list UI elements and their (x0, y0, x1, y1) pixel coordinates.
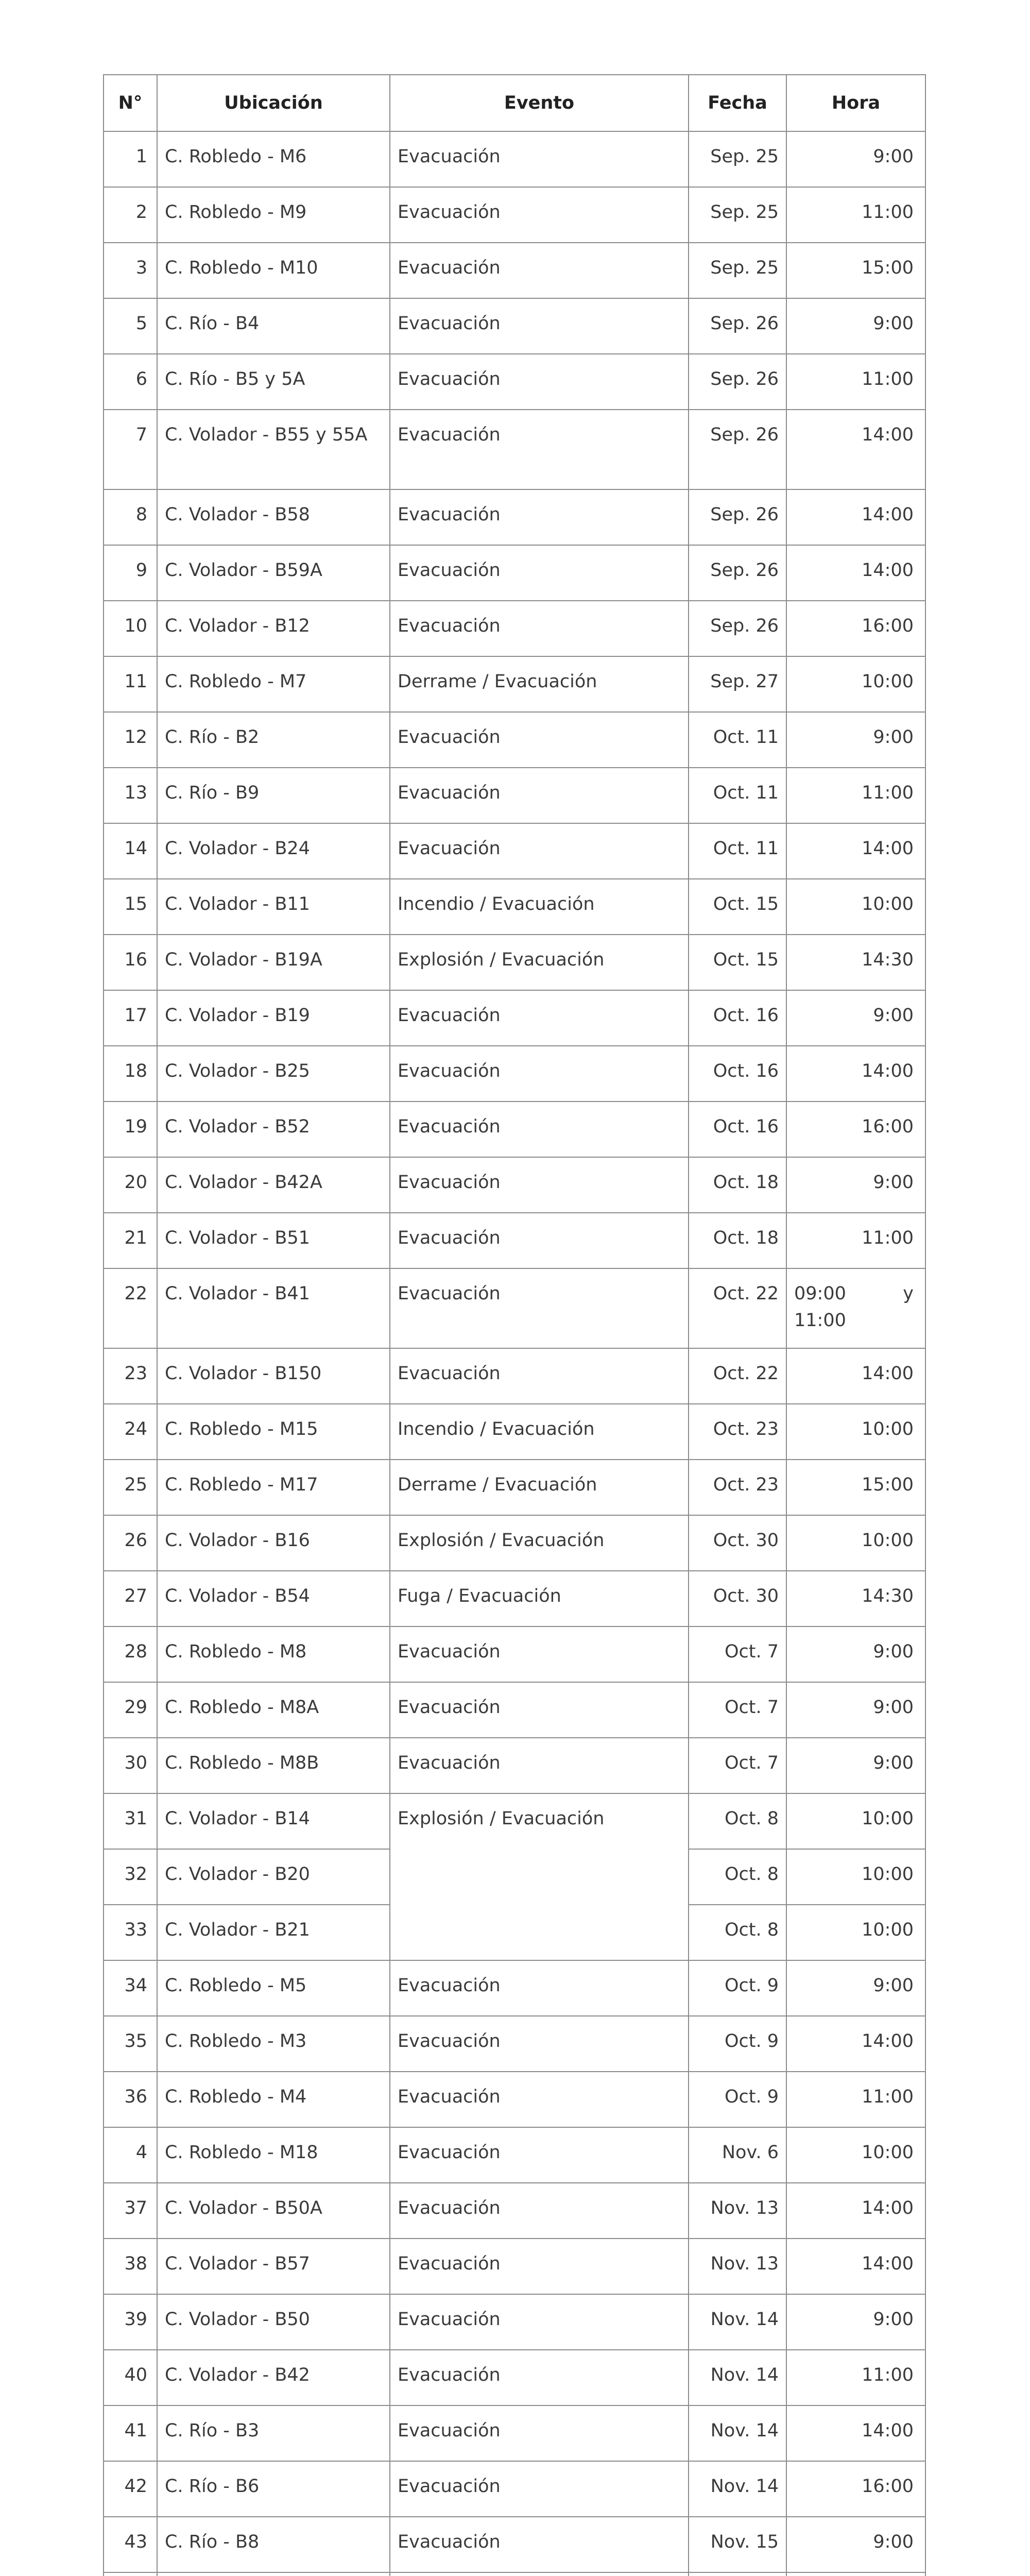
row-date: Oct. 30 (689, 1515, 786, 1571)
row-time: 15:00 (786, 1460, 925, 1515)
row-number: 9 (104, 545, 157, 601)
row-time: 10:00 (786, 1793, 925, 1849)
row-date: Oct. 18 (689, 1213, 786, 1268)
row-time: 9:00 (786, 1960, 925, 2016)
row-date: Sep. 26 (689, 545, 786, 601)
row-time: 10:00 (786, 1404, 925, 1460)
row-date: Sep. 26 (689, 410, 786, 489)
row-time: 14:00 (786, 410, 925, 489)
table-row (104, 2294, 925, 2350)
row-event: Evacuación (390, 2072, 689, 2127)
row-number: 13 (104, 768, 157, 823)
row-time: 14:00 (786, 2405, 925, 2461)
row-number: 6 (104, 354, 157, 410)
row-number: 3 (104, 243, 157, 298)
row-event: Evacuación (390, 1157, 689, 1213)
header-event: Evento (390, 75, 689, 131)
row-date: Oct. 18 (689, 1157, 786, 1213)
row-number: 2 (104, 187, 157, 243)
row-date: Oct. 9 (689, 2016, 786, 2072)
row-date: Oct. 8 (689, 1793, 786, 1849)
row-date: Sep. 25 (689, 131, 786, 187)
table-body (104, 131, 925, 2576)
row-date: Sep. 27 (689, 656, 786, 712)
header-location: Ubicación (157, 75, 390, 131)
row-date: Oct. 30 (689, 1571, 786, 1626)
row-event: Evacuación (390, 2127, 689, 2183)
table-row (104, 712, 925, 768)
row-event: Incendio / Evacuación (390, 879, 689, 935)
table-row (104, 1738, 925, 1793)
row-number: 34 (104, 1960, 157, 2016)
table-row (104, 489, 925, 545)
row-time: 14:00 (786, 2016, 925, 2072)
row-time: 10:00 (786, 2127, 925, 2183)
row-time: 9:00 (786, 1682, 925, 1738)
row-number: 29 (104, 1682, 157, 1738)
row-event: Incendio / Evacuación (390, 1404, 689, 1460)
row-event: Evacuación (390, 1682, 689, 1738)
header-date: Fecha (689, 75, 786, 131)
table-row (104, 2461, 925, 2517)
row-time: 14:00 (786, 1046, 925, 1101)
table-row (104, 2239, 925, 2294)
row-location: C. Robledo - M15 (157, 1404, 390, 1460)
row-date: Oct. 7 (689, 1626, 786, 1682)
row-time: 14:30 (786, 935, 925, 990)
row-location: C. Volador - B11 (157, 879, 390, 935)
table-row (104, 131, 925, 187)
row-location: C. Volador - B20 (157, 1849, 390, 1905)
row-number: 25 (104, 1460, 157, 1515)
row-time: 11:00 (786, 187, 925, 243)
row-location: C. Volador - B19A (157, 935, 390, 990)
row-time: 9:00 (786, 990, 925, 1046)
header-time: Hora (786, 75, 925, 131)
row-number: 39 (104, 2294, 157, 2350)
row-number: 15 (104, 879, 157, 935)
row-date: Sep. 26 (689, 298, 786, 354)
table-row (104, 2016, 925, 2072)
header-row (104, 75, 925, 131)
row-location: C. Volador - B50 (157, 2294, 390, 2350)
row-date: Oct. 11 (689, 823, 786, 879)
table-row (104, 1460, 925, 1515)
row-location: C. Robledo - M17 (157, 1460, 390, 1515)
row-time: 9:00 (786, 1738, 925, 1793)
table-row (104, 545, 925, 601)
row-time: 10:00 (786, 1905, 925, 1960)
row-date: Sep. 26 (689, 489, 786, 545)
row-number: 19 (104, 1101, 157, 1157)
row-event: Evacuación (390, 2016, 689, 2072)
row-event: Evacuación (390, 1101, 689, 1157)
row-number: 14 (104, 823, 157, 879)
row-number: 18 (104, 1046, 157, 1101)
row-event: Evacuación (390, 354, 689, 410)
row-event: Evacuación (390, 712, 689, 768)
row-date: Nov. 13 (689, 2183, 786, 2239)
row-location: C. Robledo - M18 (157, 2127, 390, 2183)
row-number: 5 (104, 298, 157, 354)
row-time: 10:00 (786, 879, 925, 935)
row-date (689, 2572, 786, 2576)
row-number: 40 (104, 2350, 157, 2405)
table-row (104, 1793, 925, 1849)
row-number: 31 (104, 1793, 157, 1849)
table-row (104, 187, 925, 243)
row-time: 14:00 (786, 489, 925, 545)
row-time: 9:00 (786, 2294, 925, 2350)
row-event: Evacuación (390, 187, 689, 243)
row-event: Evacuación (390, 1960, 689, 2016)
table-row (104, 2072, 925, 2127)
row-date: Nov. 14 (689, 2350, 786, 2405)
row-number: 38 (104, 2239, 157, 2294)
row-location: C. Robledo - M6 (157, 131, 390, 187)
row-event: Evacuación (390, 2183, 689, 2239)
row-location: C. Volador - B24 (157, 823, 390, 879)
row-time: 9:00 (786, 1157, 925, 1213)
row-event: Evacuación (390, 131, 689, 187)
row-number: 24 (104, 1404, 157, 1460)
row-date: Sep. 26 (689, 354, 786, 410)
row-date: Oct. 9 (689, 1960, 786, 2016)
table-row (104, 1682, 925, 1738)
row-event: Evacuación (390, 823, 689, 879)
row-event: Explosión / Evacuación (390, 1515, 689, 1571)
row-date: Oct. 22 (689, 1348, 786, 1404)
row-number: 37 (104, 2183, 157, 2239)
row-time: 11:00 (786, 1213, 925, 1268)
row-number: 43 (104, 2517, 157, 2572)
row-location: C. Río - B8 (157, 2517, 390, 2572)
row-event: Derrame / Evacuación (390, 656, 689, 712)
table-row (104, 298, 925, 354)
row-location: C. Volador - B58 (157, 489, 390, 545)
row-event: Evacuación (390, 1348, 689, 1404)
row-location: C. Robledo - M3 (157, 2016, 390, 2072)
row-location: C. Río - B4 (157, 298, 390, 354)
row-location: C. Volador - B16 (157, 1515, 390, 1571)
row-event: Evacuación (390, 2461, 689, 2517)
table-row (104, 935, 925, 990)
row-time: 14:30 (786, 1571, 925, 1626)
row-date: Oct. 23 (689, 1404, 786, 1460)
row-time: 16:00 (786, 601, 925, 656)
table-row (104, 1046, 925, 1101)
row-location: C. Robledo - M10 (157, 243, 390, 298)
table-row (104, 1268, 925, 1348)
table-row (104, 2127, 925, 2183)
row-date: Nov. 13 (689, 2239, 786, 2294)
row-time (786, 2572, 925, 2576)
table-row (104, 243, 925, 298)
row-number: 26 (104, 1515, 157, 1571)
row-number: 4 (104, 2127, 157, 2183)
row-location: C. Volador - B14 (157, 1793, 390, 1849)
table-row (104, 1571, 925, 1626)
row-event: Evacuación (390, 1046, 689, 1101)
row-number: 22 (104, 1268, 157, 1348)
row-event: Explosión / Evacuación (390, 935, 689, 990)
row-time: 11:00 (786, 2350, 925, 2405)
table-row (104, 1404, 925, 1460)
row-location: C. Volador - B57 (157, 2239, 390, 2294)
row-event: Evacuación (390, 2294, 689, 2350)
row-number: 7 (104, 410, 157, 489)
schedule-table (103, 74, 926, 2576)
row-location: C. Volador - B21 (157, 1905, 390, 1960)
row-event: Evacuación (390, 1268, 689, 1348)
row-number: 1 (104, 131, 157, 187)
row-location: C. Río - B5 y 5A (157, 354, 390, 410)
table-row (104, 1101, 925, 1157)
row-time: 16:00 (786, 1101, 925, 1157)
row-location: C. Robledo - M5 (157, 1960, 390, 2016)
row-location: C. Volador - B59A (157, 545, 390, 601)
table-row (104, 601, 925, 656)
row-number: 35 (104, 2016, 157, 2072)
header-number: N° (104, 75, 157, 131)
table-row (104, 354, 925, 410)
row-date: Oct. 15 (689, 879, 786, 935)
row-event: Evacuación (390, 990, 689, 1046)
row-location: C. Robledo - M8A (157, 1682, 390, 1738)
row-time: 9:00 (786, 712, 925, 768)
row-time: 10:00 (786, 1849, 925, 1905)
row-number: 41 (104, 2405, 157, 2461)
row-date: Nov. 14 (689, 2405, 786, 2461)
row-event: Explosión / Evacuación (390, 1793, 689, 1960)
row-time: 9:00 (786, 131, 925, 187)
row-number: 23 (104, 1348, 157, 1404)
row-event: Evacuación (390, 768, 689, 823)
row-event: Evacuación (390, 2350, 689, 2405)
row-time: 11:00 (786, 2072, 925, 2127)
row-number: 17 (104, 990, 157, 1046)
row-time: 14:00 (786, 2183, 925, 2239)
row-date: Oct. 11 (689, 712, 786, 768)
row-time: 14:00 (786, 1348, 925, 1404)
row-location: C. Río - B2 (157, 712, 390, 768)
row-location: C. Río - B3 (157, 2405, 390, 2461)
row-event: Evacuación (390, 2405, 689, 2461)
row-number: 8 (104, 489, 157, 545)
row-number (104, 2572, 157, 2576)
row-date: Oct. 7 (689, 1738, 786, 1793)
row-location: C. Volador - B54 (157, 1571, 390, 1626)
table-row (104, 656, 925, 712)
row-date: Sep. 25 (689, 187, 786, 243)
row-event (390, 2572, 689, 2576)
table-row (104, 1157, 925, 1213)
table-row (104, 2405, 925, 2461)
row-date: Nov. 6 (689, 2127, 786, 2183)
row-event: Evacuación (390, 1213, 689, 1268)
row-location: C. Robledo - M8B (157, 1738, 390, 1793)
row-time: 11:00 (786, 768, 925, 823)
row-number: 27 (104, 1571, 157, 1626)
row-event: Evacuación (390, 489, 689, 545)
row-event: Evacuación (390, 2239, 689, 2294)
row-date: Oct. 8 (689, 1905, 786, 1960)
row-location: C. Río - B6 (157, 2461, 390, 2517)
row-date: Oct. 7 (689, 1682, 786, 1738)
row-date: Nov. 15 (689, 2517, 786, 2572)
table-row (104, 2572, 925, 2576)
row-location: C. Volador - B51 (157, 1213, 390, 1268)
row-date: Oct. 16 (689, 1046, 786, 1101)
row-event: Evacuación (390, 243, 689, 298)
row-location: C. Río - B9 (157, 768, 390, 823)
table-row (104, 2517, 925, 2572)
row-date: Nov. 14 (689, 2461, 786, 2517)
row-number: 36 (104, 2072, 157, 2127)
row-date: Oct. 22 (689, 1268, 786, 1348)
row-time: 9:00 (786, 2517, 925, 2572)
row-event: Evacuación (390, 2517, 689, 2572)
row-time: 10:00 (786, 1515, 925, 1571)
row-number: 20 (104, 1157, 157, 1213)
row-location: C. Volador - B41 (157, 1268, 390, 1348)
row-event: Fuga / Evacuación (390, 1571, 689, 1626)
row-location: C. Volador - B19 (157, 990, 390, 1046)
row-location: C. Robledo - M8 (157, 1626, 390, 1682)
table-row (104, 1515, 925, 1571)
table-row (104, 1348, 925, 1404)
row-number: 11 (104, 656, 157, 712)
table-row (104, 2350, 925, 2405)
row-location: C. Volador - B55 y 55A (157, 410, 390, 489)
table-row (104, 1626, 925, 1682)
row-event: Evacuación (390, 1626, 689, 1682)
row-date: Oct. 9 (689, 2072, 786, 2127)
row-time: 14:00 (786, 823, 925, 879)
row-time: 15:00 (786, 243, 925, 298)
row-location: C. Robledo - M9 (157, 187, 390, 243)
row-number: 28 (104, 1626, 157, 1682)
row-number: 16 (104, 935, 157, 990)
row-location: C. Volador - B52 (157, 1101, 390, 1157)
row-event: Evacuación (390, 298, 689, 354)
row-date: Oct. 16 (689, 1101, 786, 1157)
row-event: Derrame / Evacuación (390, 1460, 689, 1515)
row-time: 09:00 y 11:00 (786, 1268, 925, 1348)
row-time: 16:00 (786, 2461, 925, 2517)
row-date: Oct. 8 (689, 1849, 786, 1905)
table-row (104, 879, 925, 935)
row-date: Nov. 14 (689, 2294, 786, 2350)
row-event: Evacuación (390, 1738, 689, 1793)
row-location: C. Volador - B50A (157, 2183, 390, 2239)
row-date: Oct. 11 (689, 768, 786, 823)
row-number: 12 (104, 712, 157, 768)
table-row (104, 1213, 925, 1268)
row-location: C. Volador - B42A (157, 1157, 390, 1213)
row-date: Sep. 26 (689, 601, 786, 656)
row-location: C. Robledo - M7 (157, 656, 390, 712)
row-location: C. Volador - B42 (157, 2350, 390, 2405)
row-time: 14:00 (786, 2239, 925, 2294)
row-time: 10:00 (786, 656, 925, 712)
row-time: 11:00 (786, 354, 925, 410)
row-location: C. Volador - B12 (157, 601, 390, 656)
row-event: Evacuación (390, 545, 689, 601)
row-event: Evacuación (390, 410, 689, 489)
table-row (104, 990, 925, 1046)
row-location: C. Volador - B25 (157, 1046, 390, 1101)
table-row (104, 823, 925, 879)
table-row (104, 1960, 925, 2016)
row-number: 30 (104, 1738, 157, 1793)
row-date: Oct. 16 (689, 990, 786, 1046)
row-number: 33 (104, 1905, 157, 1960)
row-number: 21 (104, 1213, 157, 1268)
row-location (157, 2572, 390, 2576)
row-time: 9:00 (786, 298, 925, 354)
table-row (104, 2183, 925, 2239)
table-row (104, 410, 925, 489)
row-number: 10 (104, 601, 157, 656)
row-number: 42 (104, 2461, 157, 2517)
row-date: Oct. 23 (689, 1460, 786, 1515)
table-row (104, 768, 925, 823)
row-event: Evacuación (390, 601, 689, 656)
row-location: C. Robledo - M4 (157, 2072, 390, 2127)
row-time: 14:00 (786, 545, 925, 601)
row-date: Sep. 25 (689, 243, 786, 298)
row-location: C. Volador - B150 (157, 1348, 390, 1404)
row-number: 32 (104, 1849, 157, 1905)
row-date: Oct. 15 (689, 935, 786, 990)
row-time: 9:00 (786, 1626, 925, 1682)
